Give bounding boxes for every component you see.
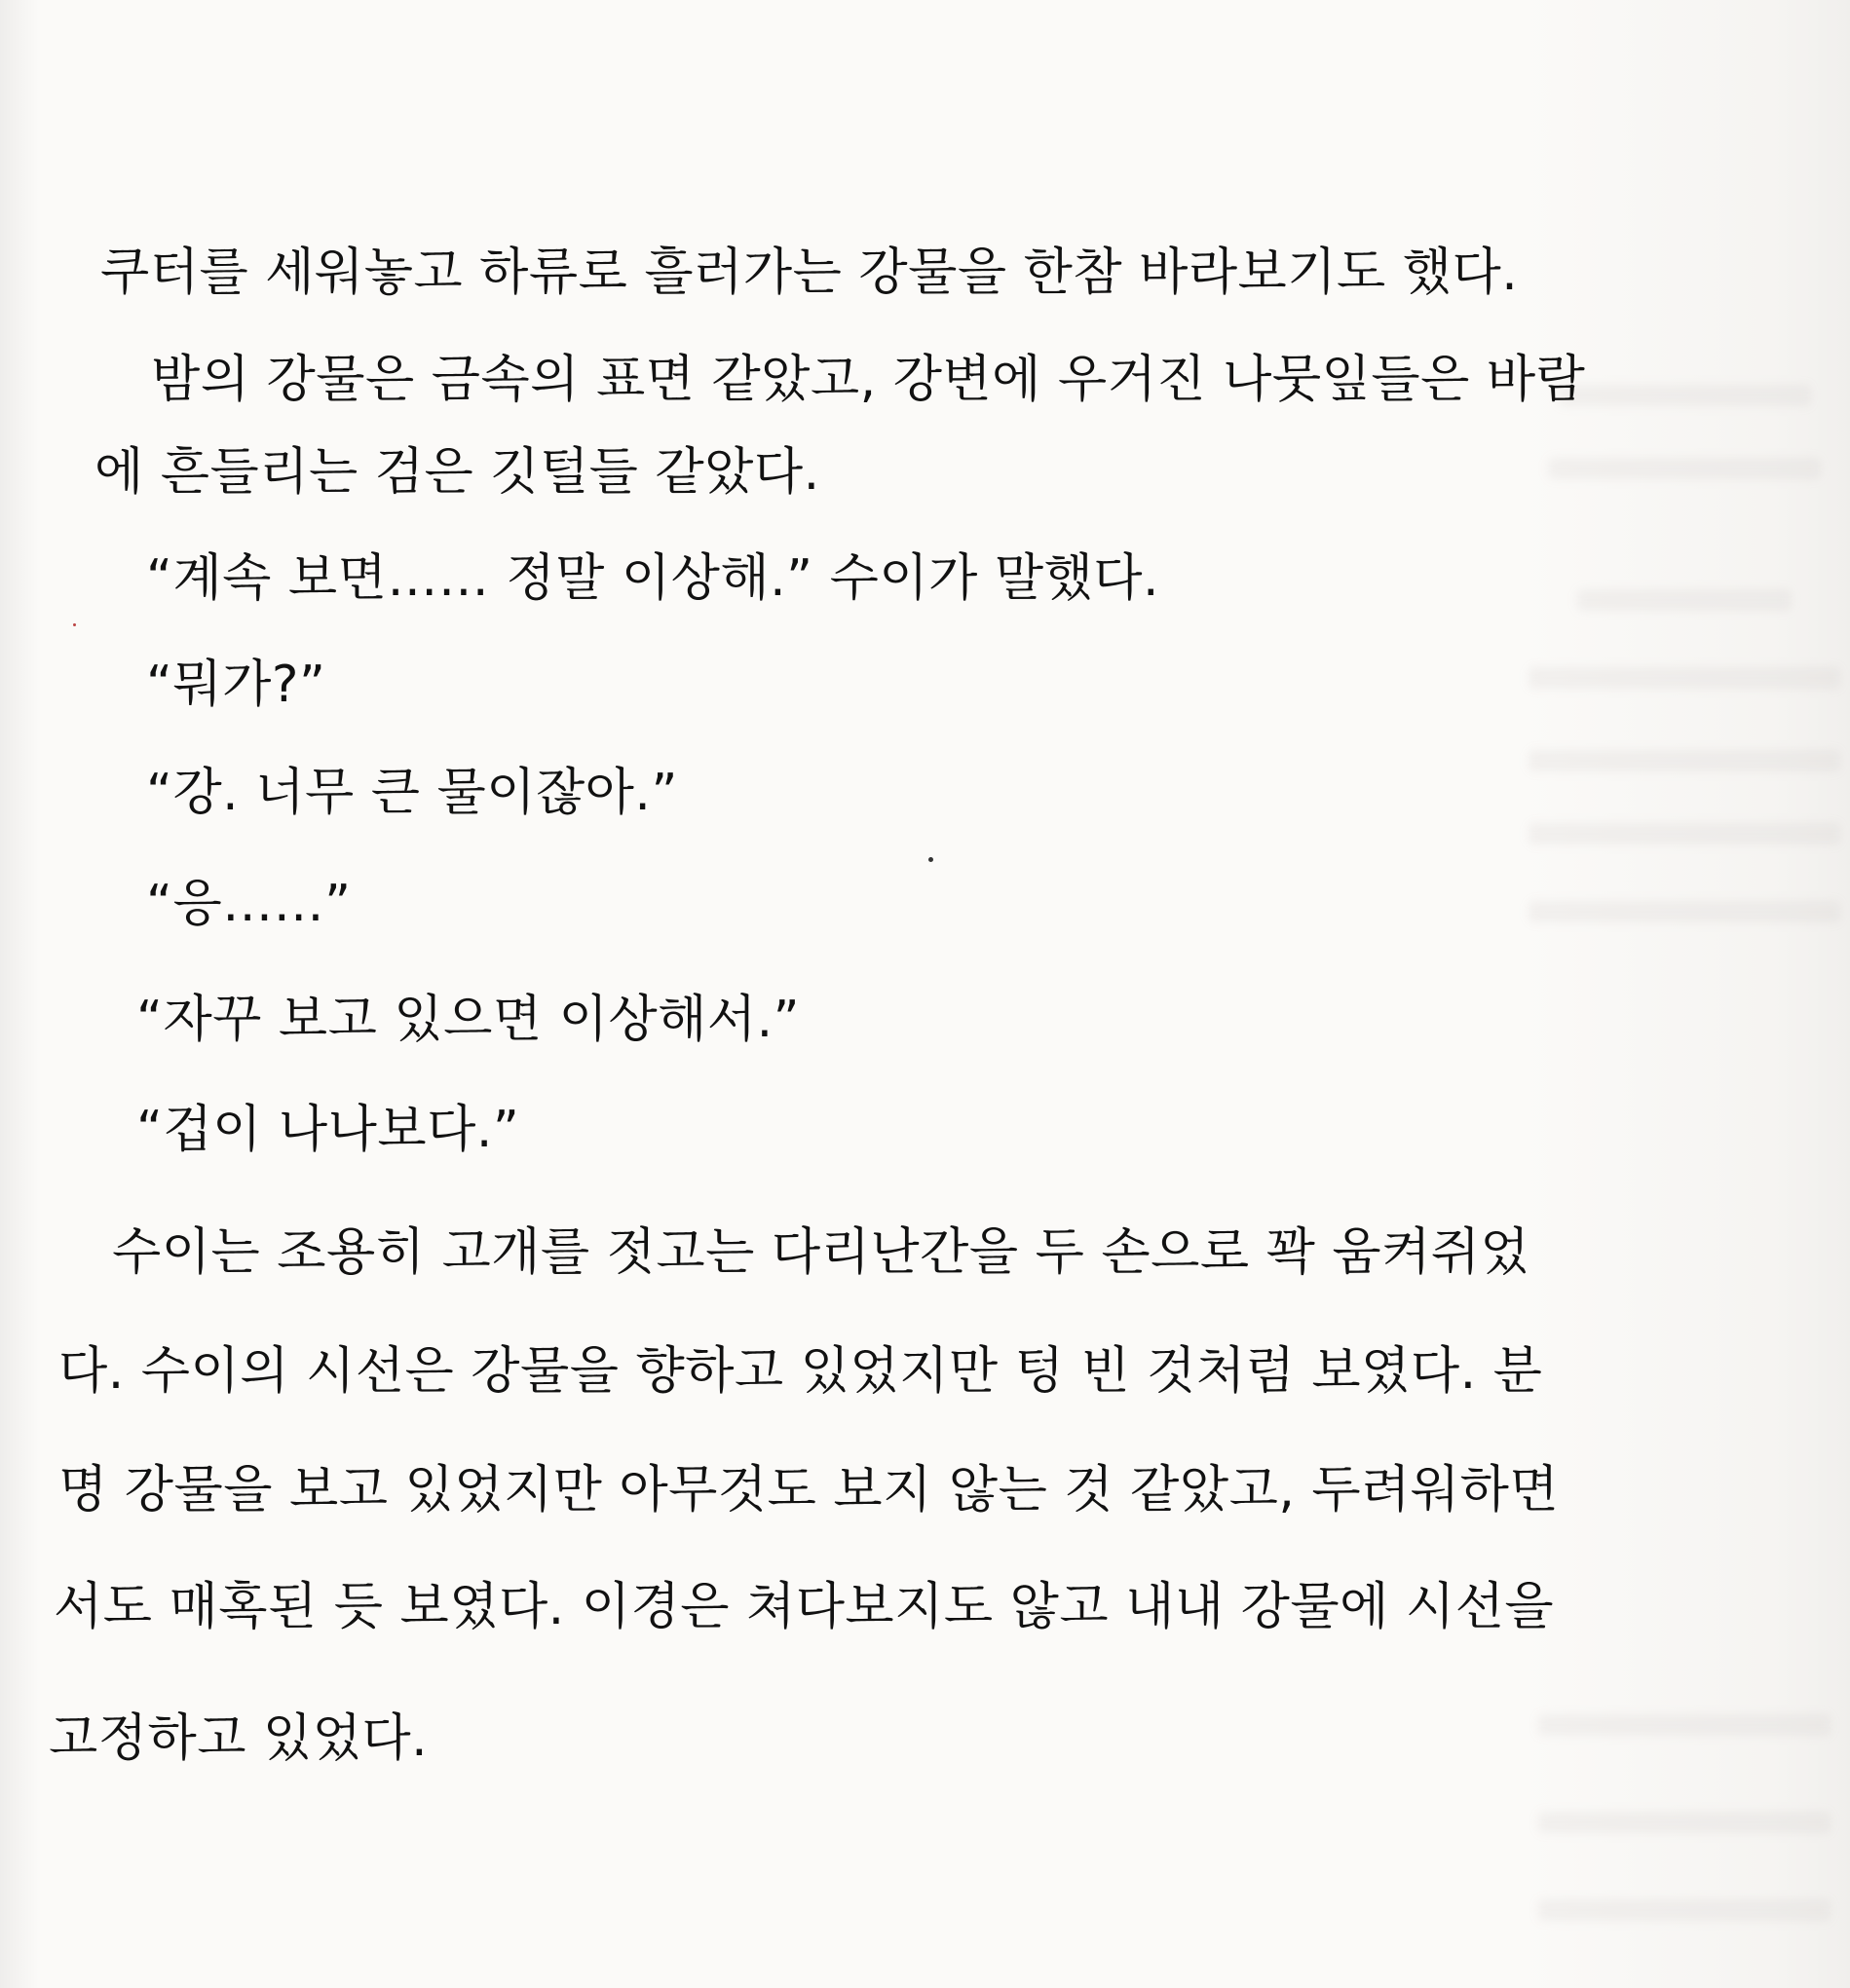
ink-speck — [73, 623, 76, 626]
ink-speck — [928, 857, 933, 862]
paragraph-line: 밤의 강물은 금속의 표면 같았고, 강변에 우거진 나뭇잎들은 바람 — [151, 351, 1586, 409]
bleed-through-text — [1529, 901, 1840, 922]
paragraph-line: 에 흔들리는 검은 깃털들 같았다. — [94, 443, 820, 502]
paragraph-line: 명 강물을 보고 있었지만 아무것도 보지 않는 것 같았고, 두려워하면 — [58, 1461, 1560, 1519]
paragraph-line: 쿠터를 세워놓고 하류로 흘러가는 강물을 한참 바라보기도 했다. — [100, 244, 1519, 302]
dialogue-line: “응……” — [146, 875, 352, 933]
facing-page-bleed-through — [1519, 0, 1850, 1988]
bleed-through-text — [1538, 1714, 1831, 1736]
bleed-through-text — [1538, 1812, 1831, 1833]
bleed-through-text — [1529, 750, 1840, 771]
dialogue-line: “자꾸 보고 있으면 이상해서.” — [136, 991, 801, 1049]
paragraph-line: 다. 수이의 시선은 강물을 향하고 있었지만 텅 빈 것처럼 보였다. 분 — [58, 1342, 1543, 1401]
bleed-through-text — [1548, 458, 1821, 479]
bleed-through-text — [1558, 385, 1811, 406]
paragraph-line: 고정하고 있었다. — [49, 1709, 429, 1768]
bleed-through-text — [1577, 589, 1792, 611]
dialogue-line: “겁이 나나보다.” — [136, 1101, 520, 1159]
bleed-through-text — [1529, 823, 1840, 844]
paragraph-line: 수이는 조용히 고개를 젓고는 다리난간을 두 손으로 꽉 움켜쥐었 — [112, 1223, 1530, 1282]
dialogue-line: “뭐가?” — [146, 656, 326, 714]
bleed-through-text — [1529, 667, 1840, 689]
paragraph-line: 서도 매혹된 듯 보였다. 이경은 쳐다보지도 않고 내내 강물에 시선을 — [54, 1578, 1555, 1636]
dialogue-line: “강. 너무 큰 물이잖아.” — [146, 764, 678, 822]
bleed-through-text — [1538, 1899, 1831, 1921]
dialogue-line: “계속 보면…… 정말 이상해.” 수이가 말했다. — [146, 549, 1160, 608]
